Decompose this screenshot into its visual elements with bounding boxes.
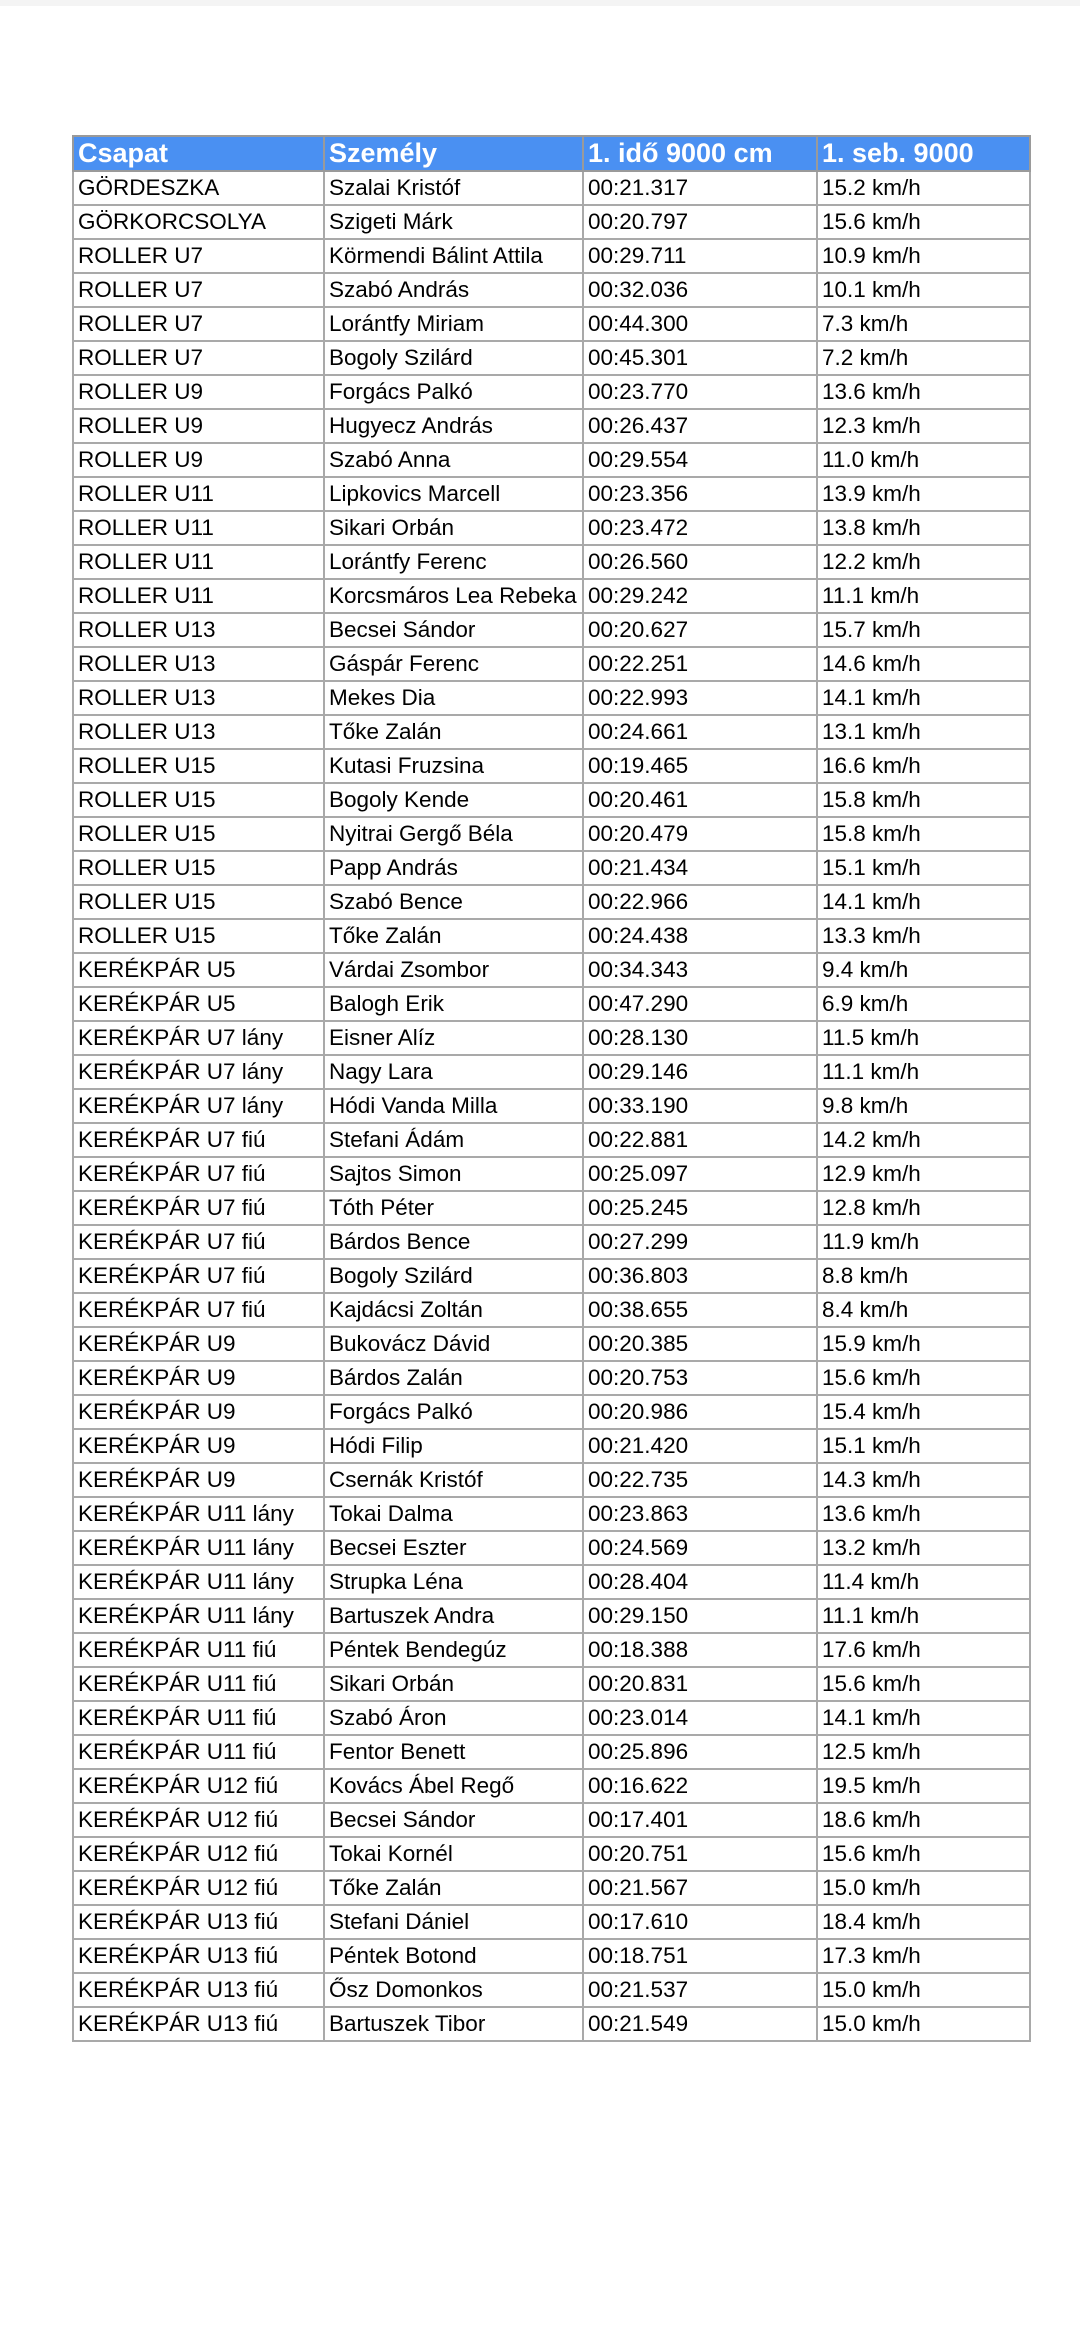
- person-cell: Szalai Kristóf: [324, 171, 583, 205]
- time-cell: 00:19.465: [583, 749, 817, 783]
- table-row: [73, 477, 1030, 511]
- time-cell: 00:23.863: [583, 1497, 817, 1531]
- person-cell: Strupka Léna: [324, 1565, 583, 1599]
- team-cell: ROLLER U13: [73, 613, 324, 647]
- column-header-time: 1. idő 9000 cm: [583, 136, 817, 171]
- table-row: [73, 953, 1030, 987]
- person-cell: Hugyecz András: [324, 409, 583, 443]
- speed-cell: 18.6 km/h: [817, 1803, 1030, 1837]
- team-cell: ROLLER U15: [73, 885, 324, 919]
- table-row: [73, 885, 1030, 919]
- table-row: [73, 1327, 1030, 1361]
- team-cell: KERÉKPÁR U11 lány: [73, 1531, 324, 1565]
- person-cell: Forgács Palkó: [324, 1395, 583, 1429]
- person-cell: Becsei Sándor: [324, 613, 583, 647]
- table-row: [73, 681, 1030, 715]
- table-row: [73, 1395, 1030, 1429]
- speed-cell: 13.3 km/h: [817, 919, 1030, 953]
- team-cell: KERÉKPÁR U13 fiú: [73, 2007, 324, 2041]
- person-cell: Fentor Benett: [324, 1735, 583, 1769]
- team-cell: KERÉKPÁR U9: [73, 1327, 324, 1361]
- team-cell: ROLLER U13: [73, 681, 324, 715]
- time-cell: 00:29.242: [583, 579, 817, 613]
- team-cell: ROLLER U9: [73, 375, 324, 409]
- person-cell: Stefani Dániel: [324, 1905, 583, 1939]
- time-cell: 00:23.356: [583, 477, 817, 511]
- time-cell: 00:20.479: [583, 817, 817, 851]
- table-row: [73, 1089, 1030, 1123]
- person-cell: Forgács Palkó: [324, 375, 583, 409]
- person-cell: Gáspár Ferenc: [324, 647, 583, 681]
- team-cell: ROLLER U7: [73, 273, 324, 307]
- person-cell: Hódi Vanda Milla: [324, 1089, 583, 1123]
- speed-cell: 11.0 km/h: [817, 443, 1030, 477]
- speed-cell: 8.8 km/h: [817, 1259, 1030, 1293]
- table-row: [73, 1191, 1030, 1225]
- speed-cell: 11.9 km/h: [817, 1225, 1030, 1259]
- table-row: [73, 1939, 1030, 1973]
- person-cell: Bárdos Zalán: [324, 1361, 583, 1395]
- team-cell: GÖRDESZKA: [73, 171, 324, 205]
- team-cell: ROLLER U9: [73, 443, 324, 477]
- time-cell: 00:22.735: [583, 1463, 817, 1497]
- person-cell: Tokai Dalma: [324, 1497, 583, 1531]
- speed-cell: 15.6 km/h: [817, 1837, 1030, 1871]
- results-table: [72, 135, 1031, 2042]
- time-cell: 00:17.401: [583, 1803, 817, 1837]
- team-cell: KERÉKPÁR U13 fiú: [73, 1973, 324, 2007]
- time-cell: 00:20.751: [583, 1837, 817, 1871]
- time-cell: 00:23.014: [583, 1701, 817, 1735]
- time-cell: 00:20.385: [583, 1327, 817, 1361]
- time-cell: 00:23.770: [583, 375, 817, 409]
- table-row: [73, 613, 1030, 647]
- time-cell: 00:21.420: [583, 1429, 817, 1463]
- team-cell: ROLLER U11: [73, 545, 324, 579]
- person-cell: Csernák Kristóf: [324, 1463, 583, 1497]
- team-cell: KERÉKPÁR U11 lány: [73, 1565, 324, 1599]
- table-row: [73, 1973, 1030, 2007]
- speed-cell: 14.1 km/h: [817, 1701, 1030, 1735]
- column-header-person: Személy: [324, 136, 583, 171]
- speed-cell: 15.0 km/h: [817, 1871, 1030, 1905]
- top-status-strip: [0, 0, 1080, 6]
- time-cell: 00:25.896: [583, 1735, 817, 1769]
- speed-cell: 11.1 km/h: [817, 579, 1030, 613]
- speed-cell: 12.3 km/h: [817, 409, 1030, 443]
- table-row: [73, 1837, 1030, 1871]
- speed-cell: 15.0 km/h: [817, 1973, 1030, 2007]
- time-cell: 00:23.472: [583, 511, 817, 545]
- person-cell: Becsei Eszter: [324, 1531, 583, 1565]
- time-cell: 00:20.797: [583, 205, 817, 239]
- team-cell: KERÉKPÁR U12 fiú: [73, 1871, 324, 1905]
- time-cell: 00:36.803: [583, 1259, 817, 1293]
- time-cell: 00:34.343: [583, 953, 817, 987]
- speed-cell: 15.4 km/h: [817, 1395, 1030, 1429]
- time-cell: 00:20.753: [583, 1361, 817, 1395]
- speed-cell: 13.2 km/h: [817, 1531, 1030, 1565]
- person-cell: Bogoly Szilárd: [324, 341, 583, 375]
- table-row: [73, 1701, 1030, 1735]
- table-row: [73, 409, 1030, 443]
- table-row: [73, 1463, 1030, 1497]
- speed-cell: 10.1 km/h: [817, 273, 1030, 307]
- table-row: [73, 783, 1030, 817]
- person-cell: Lorántfy Ferenc: [324, 545, 583, 579]
- table-row: [73, 2007, 1030, 2041]
- time-cell: 00:17.610: [583, 1905, 817, 1939]
- person-cell: Várdai Zsombor: [324, 953, 583, 987]
- table-row: [73, 1259, 1030, 1293]
- table-row: [73, 1429, 1030, 1463]
- table-row: [73, 817, 1030, 851]
- speed-cell: 15.6 km/h: [817, 1667, 1030, 1701]
- table-row: [73, 749, 1030, 783]
- table-row: [73, 1803, 1030, 1837]
- table-row: [73, 545, 1030, 579]
- speed-cell: 15.8 km/h: [817, 783, 1030, 817]
- table-row: [73, 1531, 1030, 1565]
- team-cell: ROLLER U7: [73, 239, 324, 273]
- team-cell: KERÉKPÁR U7 fiú: [73, 1157, 324, 1191]
- table-row: [73, 1565, 1030, 1599]
- person-cell: Kovács Ábel Regő: [324, 1769, 583, 1803]
- team-cell: KERÉKPÁR U7 lány: [73, 1089, 324, 1123]
- table-row: [73, 273, 1030, 307]
- team-cell: KERÉKPÁR U7 fiú: [73, 1191, 324, 1225]
- person-cell: Bartuszek Andra: [324, 1599, 583, 1633]
- time-cell: 00:18.388: [583, 1633, 817, 1667]
- speed-cell: 11.1 km/h: [817, 1055, 1030, 1089]
- speed-cell: 12.2 km/h: [817, 545, 1030, 579]
- speed-cell: 10.9 km/h: [817, 239, 1030, 273]
- team-cell: ROLLER U13: [73, 647, 324, 681]
- time-cell: 00:22.251: [583, 647, 817, 681]
- team-cell: ROLLER U15: [73, 919, 324, 953]
- team-cell: KERÉKPÁR U11 fiú: [73, 1701, 324, 1735]
- table-row: [73, 1055, 1030, 1089]
- table-row: [73, 1157, 1030, 1191]
- table-row: [73, 1667, 1030, 1701]
- person-cell: Lipkovics Marcell: [324, 477, 583, 511]
- time-cell: 00:21.317: [583, 171, 817, 205]
- team-cell: ROLLER U13: [73, 715, 324, 749]
- speed-cell: 13.8 km/h: [817, 511, 1030, 545]
- team-cell: ROLLER U15: [73, 851, 324, 885]
- team-cell: KERÉKPÁR U13 fiú: [73, 1939, 324, 1973]
- time-cell: 00:21.567: [583, 1871, 817, 1905]
- table-row: [73, 1871, 1030, 1905]
- team-cell: ROLLER U15: [73, 749, 324, 783]
- person-cell: Bárdos Bence: [324, 1225, 583, 1259]
- team-cell: KERÉKPÁR U5: [73, 987, 324, 1021]
- team-cell: KERÉKPÁR U13 fiú: [73, 1905, 324, 1939]
- time-cell: 00:20.831: [583, 1667, 817, 1701]
- person-cell: Szabó András: [324, 273, 583, 307]
- team-cell: ROLLER U9: [73, 409, 324, 443]
- time-cell: 00:29.146: [583, 1055, 817, 1089]
- person-cell: Nyitrai Gergő Béla: [324, 817, 583, 851]
- table-row: [73, 647, 1030, 681]
- person-cell: Szabó Bence: [324, 885, 583, 919]
- speed-cell: 12.8 km/h: [817, 1191, 1030, 1225]
- person-cell: Papp András: [324, 851, 583, 885]
- team-cell: KERÉKPÁR U11 lány: [73, 1497, 324, 1531]
- speed-cell: 8.4 km/h: [817, 1293, 1030, 1327]
- speed-cell: 18.4 km/h: [817, 1905, 1030, 1939]
- table-row: [73, 1633, 1030, 1667]
- person-cell: Bartuszek Tibor: [324, 2007, 583, 2041]
- person-cell: Balogh Erik: [324, 987, 583, 1021]
- time-cell: 00:44.300: [583, 307, 817, 341]
- team-cell: GÖRKORCSOLYA: [73, 205, 324, 239]
- time-cell: 00:29.711: [583, 239, 817, 273]
- speed-cell: 15.0 km/h: [817, 2007, 1030, 2041]
- team-cell: ROLLER U11: [73, 579, 324, 613]
- team-cell: ROLLER U7: [73, 341, 324, 375]
- table-row: [73, 851, 1030, 885]
- speed-cell: 11.1 km/h: [817, 1599, 1030, 1633]
- table-row: [73, 341, 1030, 375]
- person-cell: Körmendi Bálint Attila: [324, 239, 583, 273]
- time-cell: 00:21.434: [583, 851, 817, 885]
- speed-cell: 15.1 km/h: [817, 1429, 1030, 1463]
- team-cell: KERÉKPÁR U11 lány: [73, 1599, 324, 1633]
- speed-cell: 19.5 km/h: [817, 1769, 1030, 1803]
- time-cell: 00:28.404: [583, 1565, 817, 1599]
- table-row: [73, 307, 1030, 341]
- speed-cell: 14.1 km/h: [817, 681, 1030, 715]
- table-row: [73, 1361, 1030, 1395]
- time-cell: 00:20.627: [583, 613, 817, 647]
- speed-cell: 13.1 km/h: [817, 715, 1030, 749]
- time-cell: 00:47.290: [583, 987, 817, 1021]
- team-cell: ROLLER U15: [73, 783, 324, 817]
- time-cell: 00:27.299: [583, 1225, 817, 1259]
- person-cell: Szigeti Márk: [324, 205, 583, 239]
- time-cell: 00:25.097: [583, 1157, 817, 1191]
- table-header: [73, 136, 1030, 171]
- team-cell: KERÉKPÁR U7 fiú: [73, 1123, 324, 1157]
- table-row: [73, 205, 1030, 239]
- person-cell: Sajtos Simon: [324, 1157, 583, 1191]
- table-row: [73, 1735, 1030, 1769]
- person-cell: Tóth Péter: [324, 1191, 583, 1225]
- table-row: [73, 715, 1030, 749]
- team-cell: ROLLER U7: [73, 307, 324, 341]
- team-cell: KERÉKPÁR U9: [73, 1395, 324, 1429]
- time-cell: 00:21.549: [583, 2007, 817, 2041]
- team-cell: KERÉKPÁR U12 fiú: [73, 1837, 324, 1871]
- team-cell: KERÉKPÁR U7 fiú: [73, 1225, 324, 1259]
- team-cell: KERÉKPÁR U12 fiú: [73, 1769, 324, 1803]
- person-cell: Sikari Orbán: [324, 511, 583, 545]
- time-cell: 00:22.993: [583, 681, 817, 715]
- time-cell: 00:29.554: [583, 443, 817, 477]
- speed-cell: 15.2 km/h: [817, 171, 1030, 205]
- speed-cell: 14.2 km/h: [817, 1123, 1030, 1157]
- person-cell: Stefani Ádám: [324, 1123, 583, 1157]
- person-cell: Tokai Kornél: [324, 1837, 583, 1871]
- time-cell: 00:28.130: [583, 1021, 817, 1055]
- time-cell: 00:26.437: [583, 409, 817, 443]
- team-cell: KERÉKPÁR U12 fiú: [73, 1803, 324, 1837]
- person-cell: Szabó Áron: [324, 1701, 583, 1735]
- table-row: [73, 987, 1030, 1021]
- person-cell: Mekes Dia: [324, 681, 583, 715]
- table-row: [73, 1599, 1030, 1633]
- speed-cell: 14.6 km/h: [817, 647, 1030, 681]
- speed-cell: 15.7 km/h: [817, 613, 1030, 647]
- speed-cell: 14.1 km/h: [817, 885, 1030, 919]
- table-row: [73, 1497, 1030, 1531]
- speed-cell: 15.9 km/h: [817, 1327, 1030, 1361]
- column-header-speed: 1. seb. 9000: [817, 136, 1030, 171]
- speed-cell: 6.9 km/h: [817, 987, 1030, 1021]
- person-cell: Péntek Botond: [324, 1939, 583, 1973]
- column-header-team: Csapat: [73, 136, 324, 171]
- results-table-container: [72, 135, 1029, 2042]
- team-cell: KERÉKPÁR U7 fiú: [73, 1293, 324, 1327]
- person-cell: Bogoly Kende: [324, 783, 583, 817]
- person-cell: Becsei Sándor: [324, 1803, 583, 1837]
- speed-cell: 7.2 km/h: [817, 341, 1030, 375]
- time-cell: 00:21.537: [583, 1973, 817, 2007]
- person-cell: Péntek Bendegúz: [324, 1633, 583, 1667]
- time-cell: 00:16.622: [583, 1769, 817, 1803]
- person-cell: Hódi Filip: [324, 1429, 583, 1463]
- team-cell: KERÉKPÁR U11 fiú: [73, 1667, 324, 1701]
- team-cell: ROLLER U11: [73, 511, 324, 545]
- table-row: [73, 919, 1030, 953]
- speed-cell: 17.3 km/h: [817, 1939, 1030, 1973]
- time-cell: 00:38.655: [583, 1293, 817, 1327]
- table-row: [73, 579, 1030, 613]
- team-cell: ROLLER U11: [73, 477, 324, 511]
- person-cell: Korcsmáros Lea Rebeka: [324, 579, 583, 613]
- person-cell: Lorántfy Miriam: [324, 307, 583, 341]
- header-row: [73, 136, 1030, 171]
- person-cell: Bukovácz Dávid: [324, 1327, 583, 1361]
- speed-cell: 16.6 km/h: [817, 749, 1030, 783]
- time-cell: 00:18.751: [583, 1939, 817, 1973]
- speed-cell: 17.6 km/h: [817, 1633, 1030, 1667]
- team-cell: KERÉKPÁR U9: [73, 1361, 324, 1395]
- team-cell: KERÉKPÁR U9: [73, 1463, 324, 1497]
- table-row: [73, 1769, 1030, 1803]
- person-cell: Tőke Zalán: [324, 919, 583, 953]
- table-row: [73, 239, 1030, 273]
- time-cell: 00:29.150: [583, 1599, 817, 1633]
- team-cell: KERÉKPÁR U5: [73, 953, 324, 987]
- speed-cell: 13.6 km/h: [817, 1497, 1030, 1531]
- table-row: [73, 1123, 1030, 1157]
- speed-cell: 12.9 km/h: [817, 1157, 1030, 1191]
- table-row: [73, 511, 1030, 545]
- team-cell: KERÉKPÁR U11 fiú: [73, 1735, 324, 1769]
- speed-cell: 7.3 km/h: [817, 307, 1030, 341]
- person-cell: Eisner Alíz: [324, 1021, 583, 1055]
- speed-cell: 14.3 km/h: [817, 1463, 1030, 1497]
- time-cell: 00:22.966: [583, 885, 817, 919]
- person-cell: Szabó Anna: [324, 443, 583, 477]
- person-cell: Kutasi Fruzsina: [324, 749, 583, 783]
- time-cell: 00:24.661: [583, 715, 817, 749]
- time-cell: 00:26.560: [583, 545, 817, 579]
- table-row: [73, 1021, 1030, 1055]
- time-cell: 00:22.881: [583, 1123, 817, 1157]
- time-cell: 00:24.569: [583, 1531, 817, 1565]
- table-row: [73, 443, 1030, 477]
- person-cell: Bogoly Szilárd: [324, 1259, 583, 1293]
- speed-cell: 11.5 km/h: [817, 1021, 1030, 1055]
- time-cell: 00:24.438: [583, 919, 817, 953]
- person-cell: Nagy Lara: [324, 1055, 583, 1089]
- person-cell: Tőke Zalán: [324, 715, 583, 749]
- time-cell: 00:25.245: [583, 1191, 817, 1225]
- table-row: [73, 171, 1030, 205]
- person-cell: Tőke Zalán: [324, 1871, 583, 1905]
- time-cell: 00:20.986: [583, 1395, 817, 1429]
- speed-cell: 15.6 km/h: [817, 1361, 1030, 1395]
- person-cell: Kajdácsi Zoltán: [324, 1293, 583, 1327]
- table-row: [73, 1293, 1030, 1327]
- speed-cell: 15.8 km/h: [817, 817, 1030, 851]
- person-cell: Ősz Domonkos: [324, 1973, 583, 2007]
- speed-cell: 9.8 km/h: [817, 1089, 1030, 1123]
- speed-cell: 12.5 km/h: [817, 1735, 1030, 1769]
- team-cell: KERÉKPÁR U7 lány: [73, 1055, 324, 1089]
- person-cell: Sikari Orbán: [324, 1667, 583, 1701]
- speed-cell: 13.6 km/h: [817, 375, 1030, 409]
- table-row: [73, 1905, 1030, 1939]
- team-cell: KERÉKPÁR U11 fiú: [73, 1633, 324, 1667]
- team-cell: KERÉKPÁR U7 fiú: [73, 1259, 324, 1293]
- table-body: [73, 171, 1030, 2041]
- table-row: [73, 1225, 1030, 1259]
- team-cell: ROLLER U15: [73, 817, 324, 851]
- speed-cell: 15.1 km/h: [817, 851, 1030, 885]
- speed-cell: 13.9 km/h: [817, 477, 1030, 511]
- table-row: [73, 375, 1030, 409]
- time-cell: 00:45.301: [583, 341, 817, 375]
- time-cell: 00:33.190: [583, 1089, 817, 1123]
- time-cell: 00:20.461: [583, 783, 817, 817]
- speed-cell: 9.4 km/h: [817, 953, 1030, 987]
- team-cell: KERÉKPÁR U7 lány: [73, 1021, 324, 1055]
- team-cell: KERÉKPÁR U9: [73, 1429, 324, 1463]
- speed-cell: 15.6 km/h: [817, 205, 1030, 239]
- speed-cell: 11.4 km/h: [817, 1565, 1030, 1599]
- time-cell: 00:32.036: [583, 273, 817, 307]
